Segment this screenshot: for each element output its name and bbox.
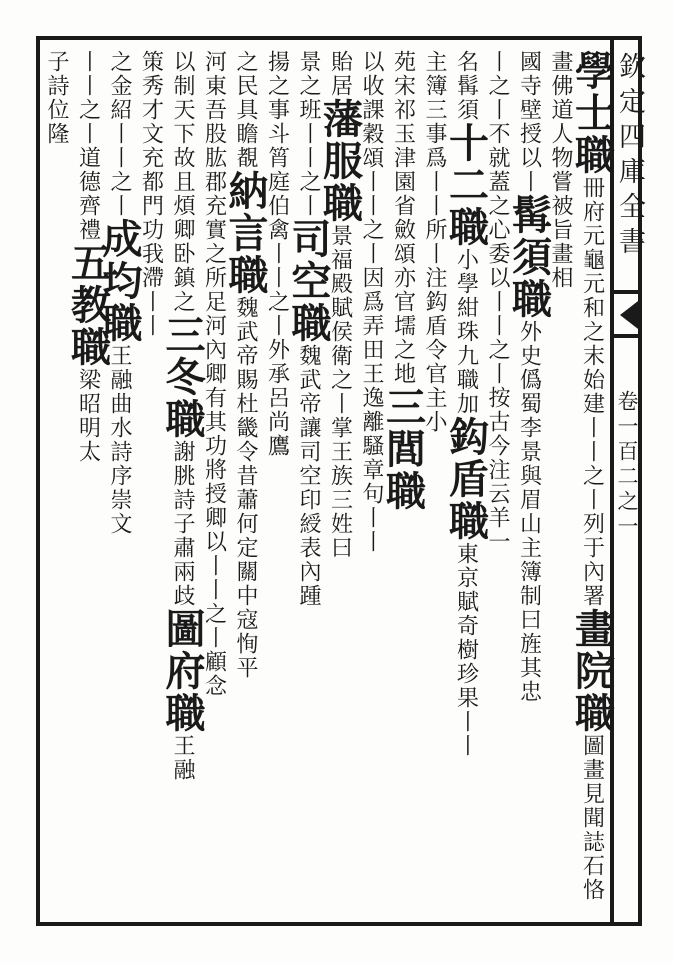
entry-text: 三事爲丨丨 bbox=[422, 98, 447, 218]
entry-text: 河內卿有其功將授卿以丨丨之丨顧念 bbox=[201, 314, 227, 698]
entry-text: 貽居 bbox=[327, 50, 353, 98]
entry-text: 之民具瞻覩 bbox=[233, 50, 258, 170]
entry-text: 伯禽丨丨之丨外承呂尚鷹 bbox=[264, 194, 290, 458]
entry-text: 王融 bbox=[170, 734, 195, 782]
entry-text: 所丨注鈎盾令官主小 bbox=[422, 218, 447, 434]
entry-text: 主簿 bbox=[422, 50, 447, 98]
entry-text: 之班丨丨之丨 bbox=[296, 74, 321, 218]
entry-headword: 納言職 bbox=[222, 170, 269, 296]
entry-text: 魏武帝讓司空印綬表內踵 bbox=[296, 344, 321, 608]
entry-text: 功我滯丨丨 bbox=[138, 218, 164, 338]
entry-text: 王逸離騷章句丨丨 bbox=[359, 362, 384, 554]
entry-headword: 十二職 bbox=[442, 122, 490, 248]
entry-text: 梁昭明太 bbox=[75, 368, 101, 464]
entry-text: 景 bbox=[296, 50, 321, 74]
entry-text: 冊府元龜元和之末始 bbox=[579, 176, 605, 392]
entry-text: 以收課穀頌丨丨之丨因爲弄田 bbox=[359, 50, 384, 362]
entry-headword: 成均職 bbox=[96, 218, 143, 344]
entry-headword: 學士職 bbox=[568, 50, 616, 176]
entry-headword: 藩服職 bbox=[316, 98, 364, 224]
entry-text: 蓋之心委以丨丨之丨按古今注云羊一 bbox=[485, 170, 510, 554]
entry-text: 外史僞蜀李景與眉山主簿制曰旌其忠 bbox=[516, 320, 542, 704]
entry-text: 揚之事斗筲庭 bbox=[264, 50, 290, 194]
entry-text: 景福殿賦侯衛 bbox=[327, 224, 353, 368]
entry-headword: 圖府職 bbox=[159, 608, 206, 734]
volume-label: 卷一百二之一 bbox=[615, 390, 639, 540]
entry-text: 丨之丨不就 bbox=[485, 50, 510, 170]
entry-text: 之丨掌王族三姓曰 bbox=[327, 368, 353, 560]
entry-text: 子詩位隆 bbox=[44, 50, 69, 146]
entry-text: 圖畫見聞誌石恪 bbox=[579, 734, 605, 902]
entry-text: 以制天下故且煩卿卧鎮之 bbox=[170, 50, 195, 314]
entry-text: 謝朓詩子肅兩歧 bbox=[170, 440, 195, 608]
entry-text: 策秀才文充都門 bbox=[138, 50, 164, 218]
entry-text: 東京賦奇樹珍果丨丨 bbox=[453, 542, 479, 758]
text-column bbox=[23, 50, 85, 920]
entry-headword: 五教職 bbox=[64, 242, 112, 368]
entry-text: 建丨丨之丨列于內署 bbox=[579, 392, 605, 608]
entry-headword: 髯須職 bbox=[505, 194, 553, 320]
entry-text: 之金紹丨丨之丨 bbox=[107, 50, 132, 218]
entry-text: 魏武帝賜杜畿令昔蕭何定關中寇恂平 bbox=[233, 296, 258, 680]
entry-headword: 司空職 bbox=[285, 218, 332, 344]
entry-text: 苑宋祁玉津園省斂頌亦官壖之地 bbox=[390, 50, 416, 386]
entry-headword: 三冬職 bbox=[159, 314, 206, 440]
entry-text: 畫佛道人物嘗被旨畫相 bbox=[548, 50, 573, 290]
entry-headword: 三閭職 bbox=[379, 386, 427, 512]
entry-text: 名髯須 bbox=[453, 50, 479, 122]
entry-text: 國寺壁授以丨 bbox=[516, 50, 542, 194]
entry-headword: 畫院職 bbox=[568, 608, 616, 734]
entry-text: 河東吾股肱郡充實之所足 bbox=[201, 50, 227, 314]
entry-text: 王融曲水詩序崇文 bbox=[107, 344, 132, 536]
entry-text: 小學紺珠九職加 bbox=[453, 248, 479, 416]
book-title: 欽定四庫全書 bbox=[614, 52, 645, 262]
entry-headword: 鈎盾職 bbox=[442, 416, 490, 542]
entry-text: 丨丨之丨道德齊禮 bbox=[75, 50, 101, 242]
